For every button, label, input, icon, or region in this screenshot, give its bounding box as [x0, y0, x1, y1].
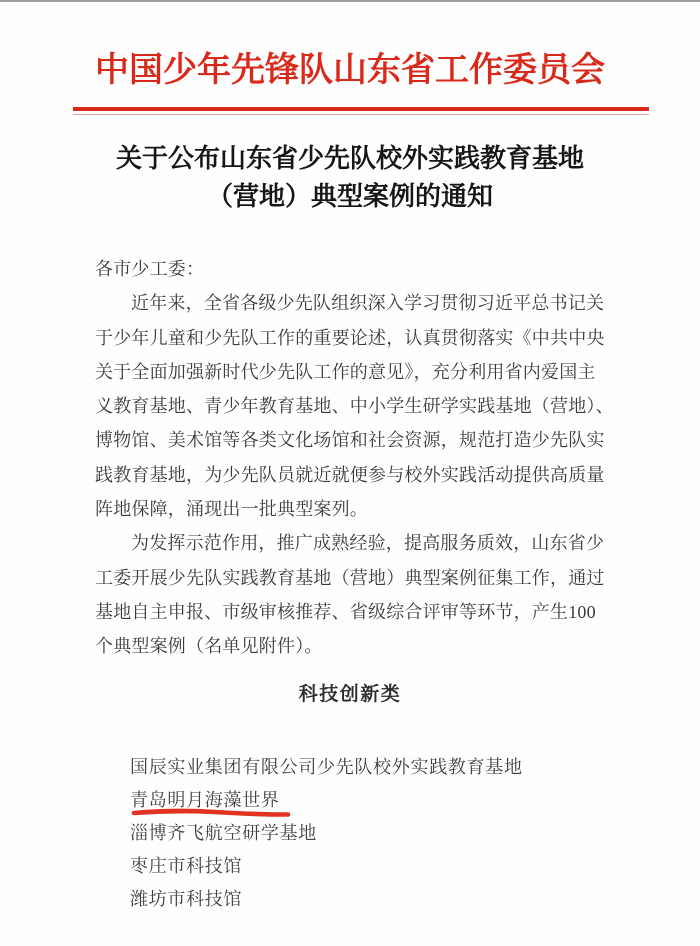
body-line: 阵地保障，涌现出一批典型案列。	[95, 499, 368, 520]
body-line: 近年来，全省各级少先队组织深入学习贯彻习近平总书记关	[131, 293, 605, 314]
document-title-line1: 关于公布山东省少先队校外实践教育基地	[115, 144, 584, 173]
document-issuer-title: 中国少年先锋队山东省工作委员会	[95, 52, 605, 89]
body-line: 工委开展少先队实践教育基地（营地）典型案例征集工作，通过	[95, 567, 605, 588]
document-title-line2: （营地）典型案例的通知	[206, 182, 493, 211]
list-item: 淄博齐飞航空研学基地	[130, 823, 317, 843]
list-item-highlighted	[130, 784, 523, 817]
highlighted-base-name: 青岛明月海藻世界	[130, 790, 280, 810]
salutation: 各市少工委：	[95, 259, 205, 279]
body-line: 为发挥示范作用，推广成熟经验，提高服务质效，山东省少	[131, 533, 605, 554]
list-item: 枣庄市科技馆	[130, 856, 243, 876]
document-body	[95, 252, 614, 664]
body-line: 义教育基地、青少年教育基地、中小学生研学实践基地（营地）、	[95, 396, 614, 417]
body-line: 践教育基地，为少先队员就近就便参与校外实践活动提供高质量	[95, 464, 605, 485]
red-divider-thick	[73, 107, 649, 111]
list-item: 国辰实业集团有限公司少先队校外实践教育基地	[130, 757, 523, 777]
red-divider-thin	[73, 114, 649, 116]
body-line: 博物馆、美术馆等各类文化场馆和社会资源，规范打造少先队实	[95, 430, 605, 451]
document-title	[0, 140, 700, 216]
section-heading-tech-innovation: 科技创新类	[298, 684, 402, 705]
body-line: 于少年儿童和少先队工作的重要论述，认真贯彻落实《中共中央	[95, 327, 605, 348]
body-line: 个典型案例（名单见附件）。	[95, 636, 323, 657]
top-edge-bar	[0, 0, 700, 2]
body-line: 关于全面加强新时代少先队工作的意见》，充分利用省内爱国主	[95, 361, 596, 382]
body-line: 基地自主申报、市级审核推荐、省级综合评审等环节，产生100	[95, 601, 596, 622]
list-item: 潍坊市科技馆	[130, 889, 243, 909]
base-list	[130, 751, 523, 916]
